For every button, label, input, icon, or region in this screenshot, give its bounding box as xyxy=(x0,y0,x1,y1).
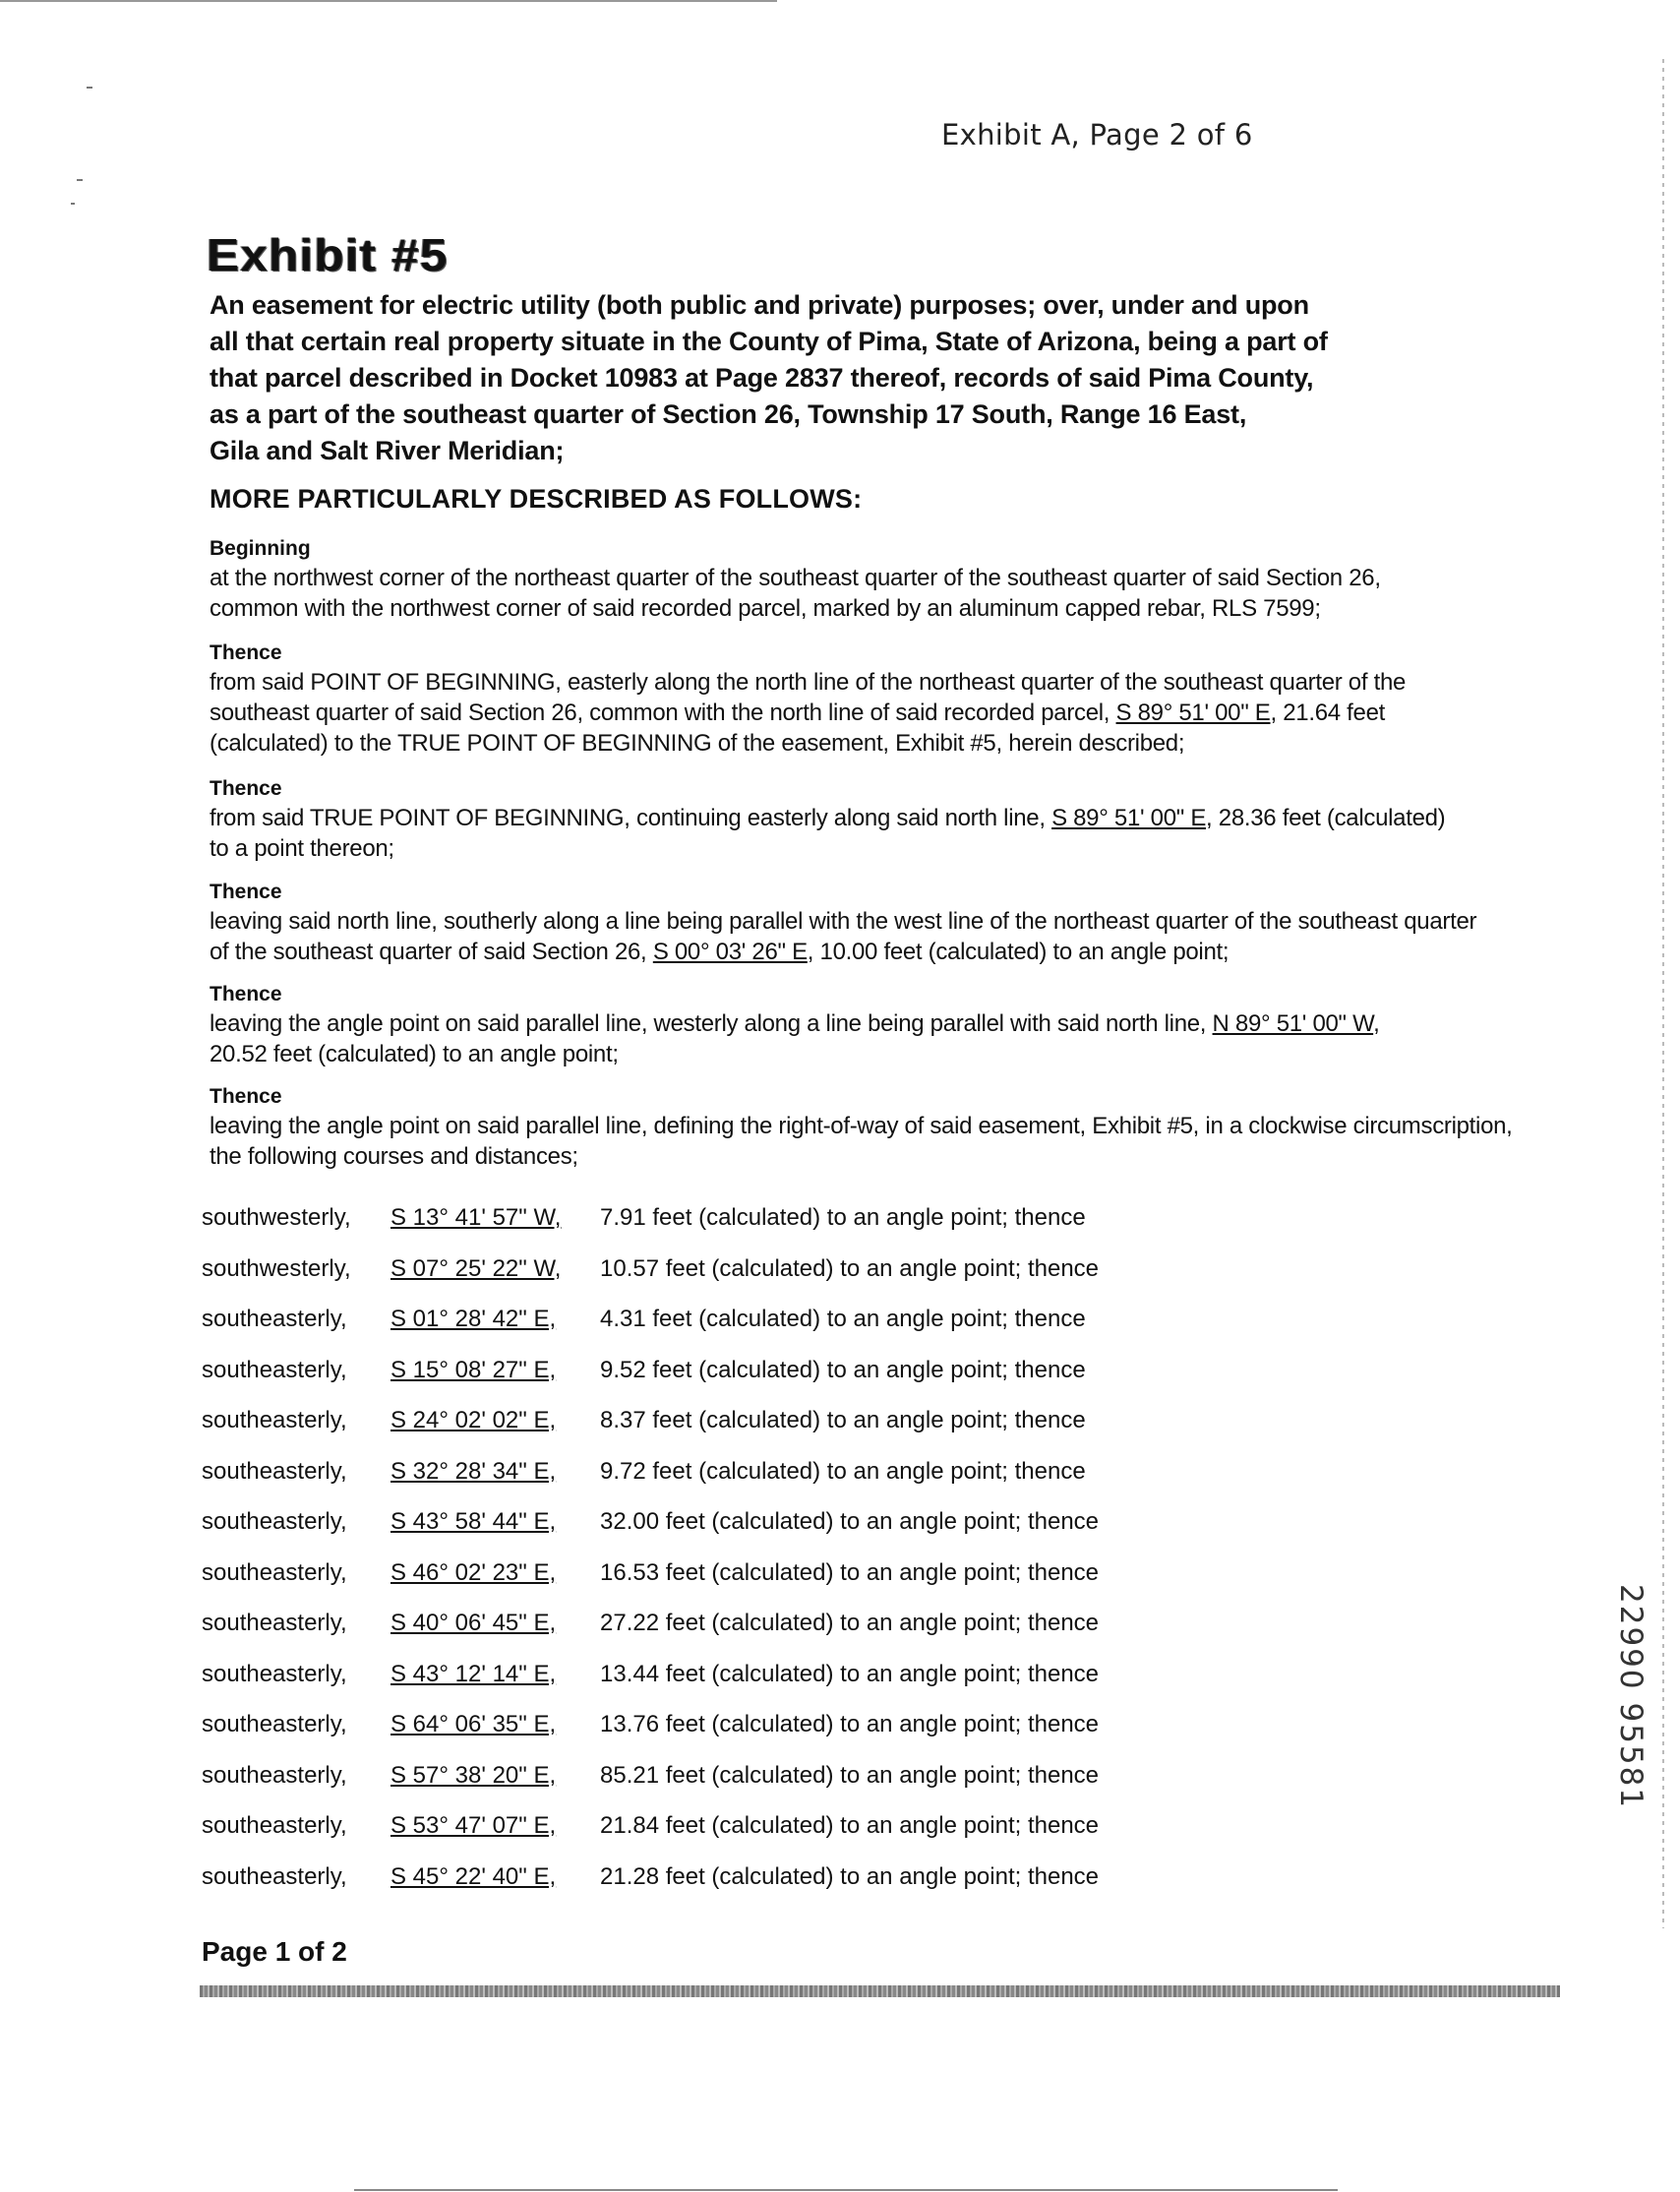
course-row xyxy=(202,1502,1185,1553)
thence-text: , 10.00 feet (calculated) to an angle point; xyxy=(807,939,1230,965)
bearing-value: N 89° 51' 00" W xyxy=(1212,1010,1374,1037)
course-row xyxy=(202,1806,1185,1857)
thence-label: Thence xyxy=(210,1085,282,1108)
course-direction: southeasterly, xyxy=(202,1812,347,1839)
course-distance: 9.52 feet (calculated) to an angle point; thence xyxy=(600,1356,1086,1383)
course-row xyxy=(202,1553,1185,1605)
course-direction: southeasterly, xyxy=(202,1660,347,1687)
course-direction: southwesterly, xyxy=(202,1254,351,1282)
course-bearing: S 13° 41' 57" W, xyxy=(390,1204,562,1231)
scan-bottom-edge xyxy=(354,2189,1338,2191)
thence-block-3 xyxy=(210,879,1567,967)
thence-text: , 21.64 feet xyxy=(1270,700,1386,726)
course-bearing: S 64° 06' 35" E, xyxy=(390,1711,557,1737)
course-bearing: S 46° 02' 23" E, xyxy=(390,1558,557,1586)
scan-speck xyxy=(87,87,92,89)
course-direction: southeasterly, xyxy=(202,1407,347,1433)
scan-speck xyxy=(71,203,75,205)
course-direction: southeasterly, xyxy=(202,1610,347,1636)
thence-line: leaving the angle point on said parallel line, defining the right-of-way of said easement, Exhibit #5, in a clockwise circumscription, xyxy=(210,1113,1513,1139)
thence-line: 20.52 feet (calculated) to an angle point; xyxy=(210,1041,619,1067)
thence-line xyxy=(210,1008,1567,1039)
course-bearing: S 07° 25' 22" W, xyxy=(390,1254,562,1282)
course-direction: southeasterly, xyxy=(202,1508,347,1535)
thence-text: southeast quarter of said Section 26, common with the north line of said recorded parcel, xyxy=(210,700,1116,726)
thence-line: leaving said north line, southerly along a line being parallel with the west line of the northeast quarter of the southeast quarter xyxy=(210,908,1477,935)
course-direction: southeasterly, xyxy=(202,1356,347,1383)
course-bearing: S 57° 38' 20" E, xyxy=(390,1761,557,1789)
thence-line xyxy=(210,803,1567,833)
thence-text: of the southeast quarter of said Section 26, xyxy=(210,939,653,965)
course-bearing: S 43° 58' 44" E, xyxy=(390,1508,557,1535)
thence-text: , 28.36 feet (calculated) xyxy=(1206,805,1446,831)
course-row xyxy=(202,1452,1185,1503)
thence-block-5 xyxy=(210,1083,1567,1172)
course-direction: southwesterly, xyxy=(202,1204,351,1231)
scan-speck xyxy=(77,179,83,181)
course-direction: southeasterly, xyxy=(202,1761,347,1789)
thence-line: the following courses and distances; xyxy=(210,1143,578,1170)
intro-line: as a part of the southeast quarter of Section 26, Township 17 South, Range 16 East, xyxy=(210,399,1247,429)
course-row xyxy=(202,1300,1185,1351)
thence-label: Thence xyxy=(210,881,282,903)
course-distance: 21.84 feet (calculated) to an angle point; thence xyxy=(600,1812,1100,1839)
course-row xyxy=(202,1857,1185,1909)
intro-line: all that certain real property situate in the County of Pima, State of Arizona, being a part of xyxy=(210,327,1328,356)
scan-right-edge xyxy=(1662,59,1664,1928)
thence-block-2 xyxy=(210,775,1567,864)
course-row xyxy=(202,1401,1185,1452)
thence-label: Thence xyxy=(210,641,282,664)
exhibit-title: Exhibit #5 xyxy=(207,229,449,280)
course-row xyxy=(202,1351,1185,1402)
intro-line: An easement for electric utility (both public and private) purposes; over, under and upon xyxy=(210,290,1309,320)
course-distance: 85.21 feet (calculated) to an angle point; thence xyxy=(600,1761,1100,1789)
course-row xyxy=(202,1655,1185,1706)
course-distance: 21.28 feet (calculated) to an angle point; thence xyxy=(600,1862,1100,1890)
thence-line: from said POINT OF BEGINNING, easterly along the north line of the northeast quarter of the southeast quarter of the xyxy=(210,669,1407,696)
course-distance: 27.22 feet (calculated) to an angle point; thence xyxy=(600,1610,1100,1636)
exhibit-page-reference: Exhibit A, Page 2 of 6 xyxy=(941,118,1253,152)
thence-block-4 xyxy=(210,981,1567,1069)
thence-label: Thence xyxy=(210,777,282,800)
beginning-line: common with the northwest corner of said recorded parcel, marked by an aluminum capped rebar, RLS 7599; xyxy=(210,595,1321,622)
course-direction: southeasterly, xyxy=(202,1306,347,1332)
thence-line xyxy=(210,937,1567,967)
course-bearing: S 43° 12' 14" E, xyxy=(390,1660,557,1687)
course-row xyxy=(202,1756,1185,1807)
course-bearing: S 24° 02' 02" E, xyxy=(390,1407,557,1433)
bearing-value: S 89° 51' 00" E xyxy=(1051,805,1207,831)
intro-line: that parcel described in Docket 10983 at Page 2837 thereof, records of said Pima County, xyxy=(210,363,1314,393)
course-distance: 16.53 feet (calculated) to an angle point; thence xyxy=(600,1558,1100,1586)
course-row xyxy=(202,1705,1185,1756)
thence-text: leaving the angle point on said parallel line, westerly along a line being parallel with said north line, xyxy=(210,1010,1213,1037)
intro-paragraph xyxy=(210,287,1341,469)
course-direction: southeasterly, xyxy=(202,1558,347,1586)
course-distance: 10.57 feet (calculated) to an angle point; thence xyxy=(600,1254,1100,1282)
side-stamp-number: 22990 95581 xyxy=(1613,1584,1649,1810)
course-row xyxy=(202,1604,1185,1655)
bearing-value: S 89° 51' 00" E xyxy=(1115,700,1271,726)
beginning-line: at the northwest corner of the northeast quarter of the southeast quarter of the southeast quarter of said Section 26, xyxy=(210,565,1381,591)
course-distance: 13.44 feet (calculated) to an angle point; thence xyxy=(600,1660,1100,1687)
course-direction: southeasterly, xyxy=(202,1457,347,1485)
footer-page-number: Page 1 of 2 xyxy=(202,1936,347,1967)
bearing-value: S 00° 03' 26" E xyxy=(652,939,808,965)
course-distance: 4.31 feet (calculated) to an angle point; thence xyxy=(600,1306,1086,1332)
course-bearing: S 45° 22' 40" E, xyxy=(390,1862,557,1890)
described-heading: MORE PARTICULARLY DESCRIBED AS FOLLOWS: xyxy=(210,484,863,514)
course-direction: southeasterly, xyxy=(202,1862,347,1890)
scan-top-edge xyxy=(0,0,777,2)
thence-line: to a point thereon; xyxy=(210,835,394,862)
course-bearing: S 53° 47' 07" E, xyxy=(390,1812,557,1839)
thence-label: Thence xyxy=(210,983,282,1005)
course-bearing: S 32° 28' 34" E, xyxy=(390,1457,557,1485)
course-distance: 7.91 feet (calculated) to an angle point; thence xyxy=(600,1204,1086,1231)
thence-text: , xyxy=(1373,1010,1380,1037)
footer-divider xyxy=(200,1985,1560,1997)
beginning-label: Beginning xyxy=(210,537,311,560)
course-distance: 8.37 feet (calculated) to an angle point; thence xyxy=(600,1407,1086,1433)
beginning-block xyxy=(210,535,1567,624)
course-row xyxy=(202,1198,1185,1249)
course-bearing: S 40° 06' 45" E, xyxy=(390,1610,557,1636)
thence-text: from said TRUE POINT OF BEGINNING, continuing easterly along said north line, xyxy=(210,805,1052,831)
course-row xyxy=(202,1249,1185,1301)
thence-line xyxy=(210,698,1567,728)
course-bearing: S 15° 08' 27" E, xyxy=(390,1356,557,1383)
thence-line: (calculated) to the TRUE POINT OF BEGINNING of the easement, Exhibit #5, herein described; xyxy=(210,730,1185,757)
side-stamp xyxy=(1613,1584,1652,1859)
intro-line: Gila and Salt River Meridian; xyxy=(210,436,565,465)
course-distance: 9.72 feet (calculated) to an angle point; thence xyxy=(600,1457,1086,1485)
course-distance: 13.76 feet (calculated) to an angle point; thence xyxy=(600,1711,1100,1737)
course-direction: southeasterly, xyxy=(202,1711,347,1737)
course-bearing: S 01° 28' 42" E, xyxy=(390,1306,557,1332)
thence-block-1 xyxy=(210,639,1567,759)
courses-list xyxy=(202,1198,1185,1908)
course-distance: 32.00 feet (calculated) to an angle point; thence xyxy=(600,1508,1100,1535)
